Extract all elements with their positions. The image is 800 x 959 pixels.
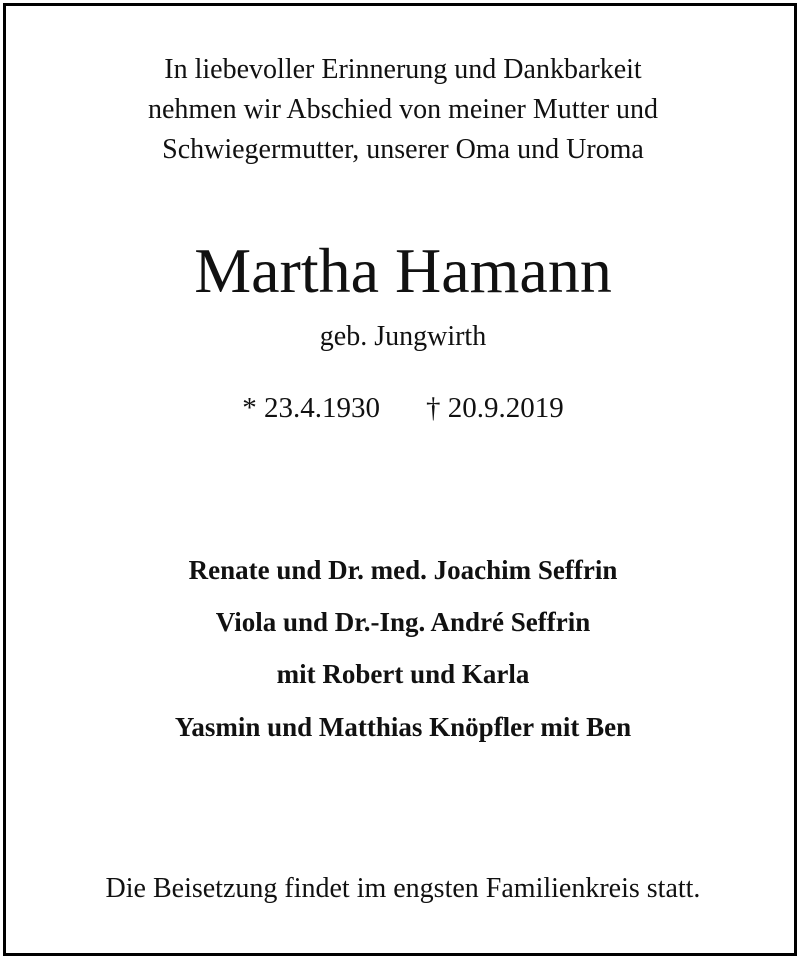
death-date: † 20.9.2019 xyxy=(426,392,564,424)
obituary-frame xyxy=(3,3,797,956)
life-dates xyxy=(6,389,800,427)
intro-line-2: nehmen wir Abschied von meiner Mutter und xyxy=(147,94,659,125)
maiden-name: geb. Jungwirth xyxy=(319,321,487,352)
intro-line-3: Schwiegermutter, unserer Oma und Uroma xyxy=(162,134,644,165)
burial-notice: Die Beisetzung findet im engsten Familienkreis statt. xyxy=(105,873,701,904)
birth-date: * 23.4.1930 xyxy=(242,392,380,424)
intro-line-1: In liebevoller Erinnerung und Dankbarkeit xyxy=(164,54,642,85)
family-line-4: Yasmin und Matthias Knöpfler mit Ben xyxy=(174,712,632,742)
family-line-2: Viola und Dr.-Ing. André Seffrin xyxy=(215,607,591,637)
deceased-name: Martha Hamann xyxy=(194,235,612,306)
family-line-1: Renate und Dr. med. Joachim Seffrin xyxy=(188,555,618,585)
family-line-3: mit Robert und Karla xyxy=(276,659,530,689)
